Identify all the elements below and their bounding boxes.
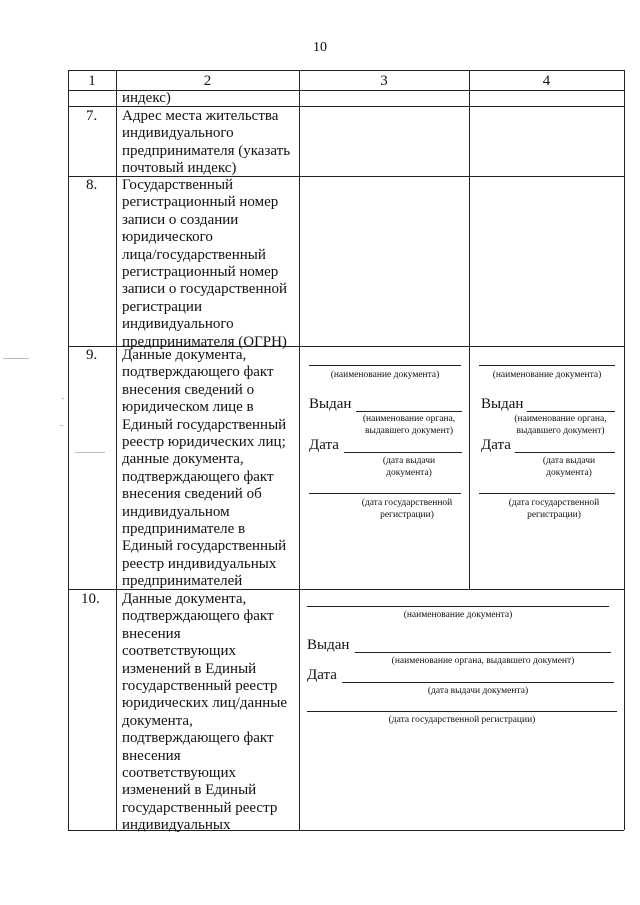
issuer-blank[interactable] [356, 411, 462, 412]
scan-speck [60, 425, 63, 426]
doc-name-blank[interactable] [479, 365, 615, 366]
issue-date-caption: (дата выдачи документа) [427, 686, 529, 696]
text-line: внесения [122, 625, 181, 642]
date-label: Дата [309, 437, 339, 453]
text-line: индивидуальных [122, 817, 231, 834]
text-line: индекс) [122, 90, 171, 106]
text-line: регистрации [122, 298, 202, 315]
text-line: индивидуального [122, 316, 234, 333]
scan-speck [3, 358, 29, 359]
text-line: регистрационный номер [122, 194, 279, 211]
text-line: записи о создании [122, 211, 239, 228]
row-number: 10. [81, 591, 100, 607]
column-header: 3 [380, 73, 388, 89]
text-line: записи о государственной [122, 281, 288, 298]
doc-name-caption: (наименование документа) [492, 370, 602, 380]
row-description [122, 591, 287, 835]
reg-date-blank[interactable] [309, 493, 461, 494]
issued-label: Выдан [309, 396, 352, 412]
table-border-top [68, 70, 624, 71]
text-line: изменений в Единый [122, 660, 257, 677]
text-line: внесения [122, 747, 181, 764]
text-line: внесения сведений о [122, 381, 255, 398]
issued-label: Выдан [481, 396, 524, 412]
text-line: изменений в Единый [122, 782, 257, 799]
table-border-right [624, 70, 625, 830]
row-description [122, 90, 171, 107]
text-line: почтовый индекс) [122, 160, 237, 177]
text-line: государственный реестр [122, 678, 278, 695]
issue-date-blank[interactable] [515, 452, 615, 453]
text-line: внесения сведений об [122, 486, 262, 503]
issuer-caption: (наименование органа, выдавшего документ) [391, 656, 575, 666]
reg-date-caption: (дата государственной регистрации) [361, 498, 453, 520]
text-line: документа, [122, 712, 193, 729]
issue-date-blank[interactable] [342, 682, 614, 683]
text-line: Единый государственный [122, 416, 287, 433]
text-line: Данные документа, [122, 591, 247, 607]
reg-date-caption: (дата государственной регистрации) [508, 498, 600, 520]
issuer-blank[interactable] [527, 411, 615, 412]
column-header: 1 [88, 73, 96, 89]
issue-date-blank[interactable] [344, 452, 462, 453]
text-line: индивидуального [122, 125, 234, 142]
column-header: 2 [203, 73, 212, 89]
text-line: реестр индивидуальных [122, 555, 277, 572]
text-line: предпринимателя (указать [122, 142, 291, 159]
issuer-caption: (наименование органа, выдавшего документ) [514, 414, 607, 436]
text-line: государственный реестр [122, 799, 278, 816]
text-line: юридических лиц/данные [122, 695, 287, 712]
text-line: индивидуальном [122, 503, 230, 520]
issue-date-caption: (дата выдачи документа) [542, 456, 596, 478]
text-line: реестр юридических лиц; [122, 434, 286, 451]
text-line: юридического [122, 229, 213, 246]
text-line: подтверждающего факт [122, 730, 274, 747]
text-line: Государственный [122, 177, 234, 193]
row-description [122, 347, 286, 591]
issue-date-caption: (дата выдачи документа) [382, 456, 436, 478]
column-divider [116, 70, 117, 830]
text-line: данные документа, [122, 451, 244, 468]
column-divider [299, 70, 300, 830]
text-line: предпринимателя (ОГРН) [122, 333, 287, 350]
column-header: 4 [542, 73, 551, 89]
scan-speck [75, 452, 105, 453]
text-line: Единый государственный [122, 538, 287, 555]
text-line: подтверждающего факт [122, 364, 274, 381]
text-line: регистрационный номер [122, 264, 279, 281]
text-line: предпринимателей [122, 573, 243, 590]
row-description [122, 108, 290, 178]
doc-name-blank[interactable] [309, 365, 461, 366]
text-line: подтверждающего факт [122, 468, 274, 485]
reg-date-blank[interactable] [307, 711, 617, 712]
row-number: 9. [86, 347, 98, 363]
doc-name-caption: (наименование документа) [403, 610, 513, 620]
date-label: Дата [481, 437, 511, 453]
text-line: соответствующих [122, 643, 236, 660]
table-border-left [68, 70, 69, 830]
row-description [122, 177, 287, 351]
row-number: 7. [86, 108, 98, 124]
text-line: соответствующих [122, 765, 236, 782]
column-divider [469, 70, 470, 589]
issuer-caption: (наименование органа, выдавшего документ) [362, 414, 456, 436]
text-line: Данные документа, [122, 347, 247, 363]
text-line: подтверждающего факт [122, 608, 274, 625]
doc-name-caption: (наименование документа) [330, 370, 440, 380]
reg-date-caption: (дата государственной регистрации) [388, 715, 536, 725]
text-line: юридическом лице в [122, 399, 254, 416]
text-line: предпринимателе в [122, 521, 246, 538]
page-number: 10 [313, 40, 327, 55]
issuer-blank[interactable] [355, 652, 611, 653]
doc-name-blank[interactable] [307, 606, 609, 607]
text-line: Адрес места жительства [122, 108, 279, 124]
scan-speck [62, 398, 64, 399]
text-line: лица/государственный [122, 246, 266, 263]
date-label: Дата [307, 667, 337, 683]
row-number: 8. [86, 177, 98, 193]
issued-label: Выдан [307, 637, 350, 653]
reg-date-blank[interactable] [479, 493, 615, 494]
